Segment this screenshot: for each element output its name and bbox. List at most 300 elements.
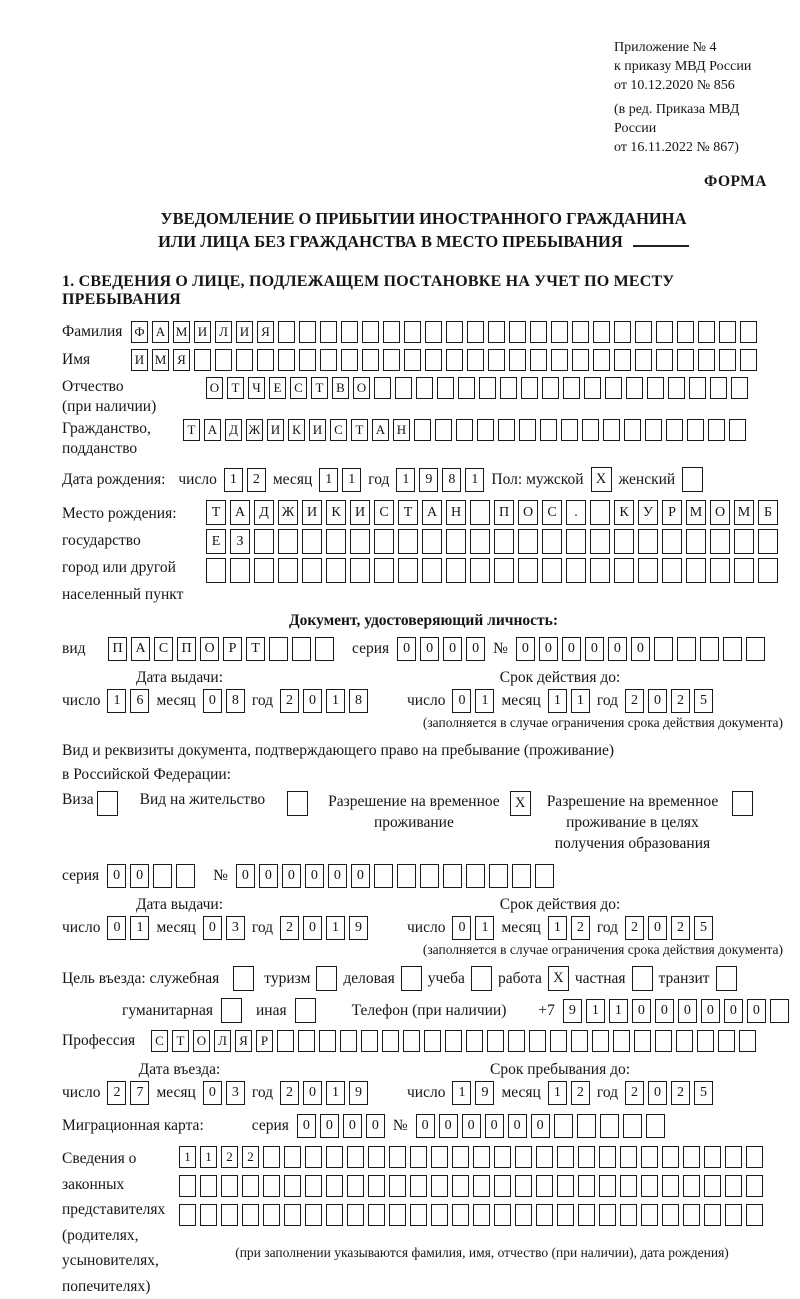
residence-issue-month (203, 916, 245, 940)
char-cell: 0 (678, 999, 697, 1023)
char-cell (620, 1146, 637, 1168)
char-cell (677, 349, 694, 371)
char-cell (536, 1146, 553, 1168)
char-cell (446, 349, 463, 371)
char-cell: 0 (343, 1114, 362, 1138)
birth-month-boxes (319, 468, 361, 492)
birth-year-boxes (396, 468, 484, 492)
char-cell (577, 1114, 596, 1138)
char-cell (683, 1146, 700, 1168)
char-cell (299, 321, 316, 343)
citizenship-boxes (183, 419, 746, 441)
char-cell (686, 558, 706, 583)
phone-label: Телефон (при наличии) (351, 1001, 507, 1019)
char-cell (572, 349, 589, 371)
char-cell: 0 (655, 999, 674, 1023)
mc-series-boxes (297, 1114, 385, 1138)
char-cell (571, 1030, 588, 1052)
char-cell: 0 (107, 864, 126, 888)
char-cell (641, 1175, 658, 1197)
char-cell (666, 419, 683, 441)
char-cell (221, 1204, 238, 1226)
char-cell: С (330, 419, 347, 441)
char-cell (542, 377, 559, 399)
year-label: год (596, 1084, 619, 1101)
char-cell (655, 1030, 672, 1052)
char-cell: А (131, 637, 150, 661)
char-cell: Т (246, 637, 265, 661)
identity-doc-heading: Документ, удостоверяющий личность: (288, 612, 559, 629)
char-cell (263, 1146, 280, 1168)
char-cell (368, 1146, 385, 1168)
char-cell: 1 (179, 1146, 196, 1168)
char-cell (489, 864, 508, 888)
char-cell: 2 (242, 1146, 259, 1168)
char-cell (361, 1030, 378, 1052)
char-cell (719, 321, 736, 343)
mc-number-label: № (392, 1117, 408, 1134)
char-cell (437, 377, 454, 399)
char-cell (326, 1146, 343, 1168)
stay-until-title: Срок пребывания до: (490, 1061, 631, 1078)
char-cell (758, 558, 778, 583)
purpose-transit-label: транзит (658, 969, 710, 987)
char-cell: Ч (248, 377, 265, 399)
char-cell: А (372, 419, 389, 441)
char-cell: Я (235, 1030, 252, 1052)
migration-card-row (62, 1114, 785, 1138)
doc-expiry-title: Срок действия до: (499, 669, 621, 686)
char-cell (603, 419, 620, 441)
char-cell (536, 1175, 553, 1197)
char-cell (561, 419, 578, 441)
doc-series-label: серия (352, 640, 390, 657)
char-cell (452, 1204, 469, 1226)
visa-checkbox (97, 791, 118, 816)
residence-series-label: серия (62, 867, 100, 884)
form-title-line1: УВЕДОМЛЕНИЕ О ПРИБЫТИИ ИНОСТРАННОГО ГРАЖДАНИНА (160, 209, 687, 228)
char-cell: 1 (609, 999, 628, 1023)
doc-kind-label: вид (62, 640, 86, 657)
char-cell (278, 529, 298, 554)
char-cell: 0 (648, 689, 667, 713)
doc-number-label: № (493, 640, 508, 657)
char-cell (746, 1146, 763, 1168)
char-cell (614, 321, 631, 343)
char-cell (638, 558, 658, 583)
char-cell (362, 349, 379, 371)
purpose-label: Цель въезда: служебная (62, 969, 220, 987)
char-cell: Т (311, 377, 328, 399)
migration-card-label: Миграционная карта: (62, 1117, 204, 1134)
purpose-private-label: частная (574, 969, 626, 987)
char-cell: И (302, 500, 322, 525)
surname-row (62, 321, 785, 343)
char-cell (623, 1114, 642, 1138)
char-cell: 1 (326, 916, 345, 940)
char-cell: 1 (326, 1081, 345, 1105)
char-cell (662, 1146, 679, 1168)
doc-issue-month (203, 689, 245, 713)
purpose-official-checkbox (233, 966, 254, 991)
char-cell: К (288, 419, 305, 441)
char-cell: Т (351, 419, 368, 441)
char-cell: 0 (203, 1081, 222, 1105)
char-cell: 0 (303, 689, 322, 713)
char-cell (519, 419, 536, 441)
purpose-row2 (62, 998, 785, 1023)
surname-label: Фамилия (62, 323, 123, 340)
profession-boxes (151, 1030, 756, 1052)
char-cell: 1 (342, 468, 361, 492)
surname-boxes (131, 321, 757, 343)
entry-month (203, 1081, 245, 1105)
char-cell (340, 1030, 357, 1052)
appendix-line: от 10.12.2020 № 856 (614, 78, 735, 93)
char-cell (398, 529, 418, 554)
char-cell (435, 419, 452, 441)
char-cell (269, 637, 288, 661)
char-cell (654, 637, 673, 661)
char-cell (284, 1175, 301, 1197)
sex-male-label: Пол: мужской (491, 470, 584, 488)
char-cell (740, 349, 757, 371)
char-cell: 2 (247, 468, 266, 492)
char-cell: 0 (130, 864, 149, 888)
char-cell (389, 1204, 406, 1226)
char-cell (710, 529, 730, 554)
char-cell (398, 558, 418, 583)
char-cell (326, 1175, 343, 1197)
char-cell (383, 349, 400, 371)
amendment-line: от 16.11.2022 № 867) (614, 140, 739, 155)
char-cell (479, 377, 496, 399)
char-cell: Ж (278, 500, 298, 525)
char-cell (620, 1175, 637, 1197)
char-cell (746, 1204, 763, 1226)
char-cell: З (230, 529, 250, 554)
char-cell (404, 321, 421, 343)
char-cell: 0 (305, 864, 324, 888)
char-cell (729, 419, 746, 441)
birth-place-labels: Место рождения: государство город или другой населенный пункт (62, 505, 184, 603)
char-cell: 0 (439, 1114, 458, 1138)
char-cell (540, 419, 557, 441)
doc-issue-day (107, 689, 149, 713)
char-cell (494, 1204, 511, 1226)
char-cell (320, 321, 337, 343)
char-cell (718, 1030, 735, 1052)
char-cell: М (173, 321, 190, 343)
char-cell (731, 377, 748, 399)
char-cell: А (230, 500, 250, 525)
char-cell (710, 377, 727, 399)
char-cell: О (206, 377, 223, 399)
char-cell (374, 377, 391, 399)
char-cell (470, 529, 490, 554)
char-cell (470, 500, 490, 525)
char-cell: 0 (485, 1114, 504, 1138)
char-cell (554, 1114, 573, 1138)
char-cell: 2 (671, 916, 690, 940)
char-cell: 0 (366, 1114, 385, 1138)
char-cell (230, 558, 250, 583)
char-cell: 0 (701, 999, 720, 1023)
char-cell: И (309, 419, 326, 441)
appendix-line: к приказу МВД России (614, 59, 752, 74)
char-cell: 9 (419, 468, 438, 492)
visa-label: Виза (62, 791, 94, 808)
char-cell (614, 349, 631, 371)
char-cell (584, 377, 601, 399)
char-cell (535, 864, 554, 888)
residence-issue-day (107, 916, 149, 940)
char-cell (551, 321, 568, 343)
char-cell (473, 1146, 490, 1168)
purpose-row (62, 966, 785, 991)
char-cell: 9 (349, 916, 368, 940)
char-cell (410, 1146, 427, 1168)
char-cell (677, 637, 696, 661)
char-cell: 9 (349, 1081, 368, 1105)
char-cell (677, 321, 694, 343)
char-cell (236, 349, 253, 371)
char-cell: Я (257, 321, 274, 343)
char-cell (683, 1204, 700, 1226)
char-cell (509, 349, 526, 371)
char-cell: 3 (226, 916, 245, 940)
char-cell (466, 864, 485, 888)
char-cell (494, 529, 514, 554)
char-cell: И (131, 349, 148, 371)
representatives-row1 (179, 1146, 763, 1168)
char-cell (298, 1030, 315, 1052)
birth-date-label: Дата рождения: (62, 470, 166, 488)
entry-year (280, 1081, 368, 1105)
char-cell (403, 1030, 420, 1052)
purpose-business-checkbox (401, 966, 422, 991)
char-cell (614, 558, 634, 583)
name-label: Имя (62, 351, 91, 368)
purpose-work-label: работа (497, 969, 542, 987)
char-cell (347, 1204, 364, 1226)
residence-number-label: № (213, 867, 228, 884)
char-cell (315, 637, 334, 661)
char-cell (305, 1204, 322, 1226)
char-cell (740, 321, 757, 343)
char-cell: 8 (226, 689, 245, 713)
char-cell (542, 558, 562, 583)
char-cell: А (204, 419, 221, 441)
char-cell (734, 558, 754, 583)
citizenship-label: Гражданство, подданство (62, 420, 151, 457)
char-cell (420, 864, 439, 888)
char-cell: П (108, 637, 127, 661)
char-cell (374, 864, 393, 888)
char-cell (725, 1175, 742, 1197)
char-cell (494, 1146, 511, 1168)
char-cell (374, 558, 394, 583)
char-cell: С (542, 500, 562, 525)
char-cell (572, 321, 589, 343)
char-cell: 8 (349, 689, 368, 713)
phone-prefix: +7 (538, 1001, 555, 1019)
char-cell (278, 321, 295, 343)
char-cell (458, 377, 475, 399)
month-label: месяц (501, 692, 541, 709)
patronymic-row (62, 377, 785, 417)
char-cell (515, 1175, 532, 1197)
char-cell: В (332, 377, 349, 399)
appendix-header (614, 38, 785, 157)
char-cell (605, 377, 622, 399)
char-cell: 0 (648, 1081, 667, 1105)
char-cell (257, 349, 274, 371)
char-cell (494, 558, 514, 583)
char-cell (277, 1030, 294, 1052)
char-cell (634, 1030, 651, 1052)
char-cell (557, 1204, 574, 1226)
char-cell: 0 (351, 864, 370, 888)
char-cell: 1 (548, 689, 567, 713)
char-cell: Н (446, 500, 466, 525)
char-cell (708, 419, 725, 441)
month-label: месяц (156, 1084, 196, 1101)
char-cell (746, 1175, 763, 1197)
doc-kind-boxes (108, 637, 334, 661)
char-cell: 0 (303, 916, 322, 940)
doc-number-boxes (516, 637, 765, 661)
char-cell: Р (256, 1030, 273, 1052)
representatives-rows (179, 1146, 785, 1261)
form-title-line2: ИЛИ ЛИЦА БЕЗ ГРАЖДАНСТВА В МЕСТО ПРЕБЫВАНИЯ (158, 232, 623, 251)
char-cell (508, 1030, 525, 1052)
birth-day-boxes (224, 468, 266, 492)
stay-year (625, 1081, 713, 1105)
char-cell (347, 1175, 364, 1197)
residence-expiry-note: (заполняется в случае ограничения срока действия документа) (422, 942, 783, 957)
purpose-humanitarian-label: гуманитарная (122, 1001, 213, 1019)
char-cell (206, 558, 226, 583)
char-cell (292, 637, 311, 661)
forma-label: ФОРМА (703, 173, 767, 190)
char-cell (254, 558, 274, 583)
char-cell (221, 1175, 238, 1197)
char-cell (734, 529, 754, 554)
day-label: число (407, 1084, 446, 1101)
char-cell: И (236, 321, 253, 343)
char-cell: 0 (303, 1081, 322, 1105)
year-label: год (251, 692, 274, 709)
char-cell (452, 1146, 469, 1168)
char-cell: Т (172, 1030, 189, 1052)
char-cell (362, 321, 379, 343)
char-cell (590, 500, 610, 525)
char-cell (656, 321, 673, 343)
identity-doc-dates (62, 669, 785, 713)
birth-place-row3 (206, 558, 778, 583)
residence-issue-year (280, 916, 368, 940)
char-cell: 2 (221, 1146, 238, 1168)
char-cell (635, 349, 652, 371)
char-cell (326, 558, 346, 583)
doc-expiry-month (548, 689, 590, 713)
char-cell: О (710, 500, 730, 525)
char-cell (242, 1204, 259, 1226)
char-cell (662, 1204, 679, 1226)
stay-month (548, 1081, 590, 1105)
residence-issue-title: Дата выдачи: (135, 896, 224, 913)
char-cell: 1 (224, 468, 243, 492)
char-cell: 0 (608, 637, 627, 661)
char-cell: С (290, 377, 307, 399)
purpose-study-label: учеба (427, 969, 465, 987)
char-cell (466, 1030, 483, 1052)
birth-place-block (62, 500, 785, 608)
char-cell (422, 558, 442, 583)
char-cell: 1 (396, 468, 415, 492)
day-label: число (178, 470, 217, 488)
entry-dates (62, 1061, 785, 1105)
char-cell (698, 349, 715, 371)
char-cell (477, 419, 494, 441)
month-label: месяц (272, 470, 313, 488)
char-cell (278, 558, 298, 583)
char-cell (725, 1204, 742, 1226)
char-cell: И (350, 500, 370, 525)
char-cell (179, 1204, 196, 1226)
edu-permit-checkbox (732, 791, 753, 816)
char-cell (368, 1175, 385, 1197)
char-cell (320, 349, 337, 371)
char-cell (542, 529, 562, 554)
char-cell: 1 (571, 689, 590, 713)
char-cell (422, 529, 442, 554)
char-cell (456, 419, 473, 441)
char-cell (470, 558, 490, 583)
edu-permit-label: Разрешение на временное проживание в целях получения образования (546, 793, 719, 852)
residence-expiry-group (407, 896, 713, 940)
char-cell: 0 (747, 999, 766, 1023)
char-cell (518, 529, 538, 554)
day-label: число (407, 692, 446, 709)
char-cell (613, 1030, 630, 1052)
char-cell (687, 419, 704, 441)
char-cell (683, 1175, 700, 1197)
char-cell (710, 558, 730, 583)
purpose-other-checkbox (295, 998, 316, 1023)
char-cell: 5 (694, 689, 713, 713)
identity-doc-row (62, 637, 785, 661)
residence-doc-dates (62, 896, 785, 940)
char-cell: П (494, 500, 514, 525)
year-label: год (251, 1084, 274, 1101)
char-cell (341, 349, 358, 371)
char-cell: 8 (442, 468, 461, 492)
char-cell: Л (214, 1030, 231, 1052)
char-cell (284, 1146, 301, 1168)
purpose-work-checkbox: X (548, 966, 569, 991)
char-cell: М (734, 500, 754, 525)
purpose-other-label: иная (255, 1001, 287, 1019)
char-cell (494, 1175, 511, 1197)
day-label: число (62, 1084, 101, 1101)
char-cell: М (686, 500, 706, 525)
mc-number-boxes (416, 1114, 665, 1138)
char-cell: Р (223, 637, 242, 661)
char-cell: 2 (625, 689, 644, 713)
char-cell (404, 349, 421, 371)
